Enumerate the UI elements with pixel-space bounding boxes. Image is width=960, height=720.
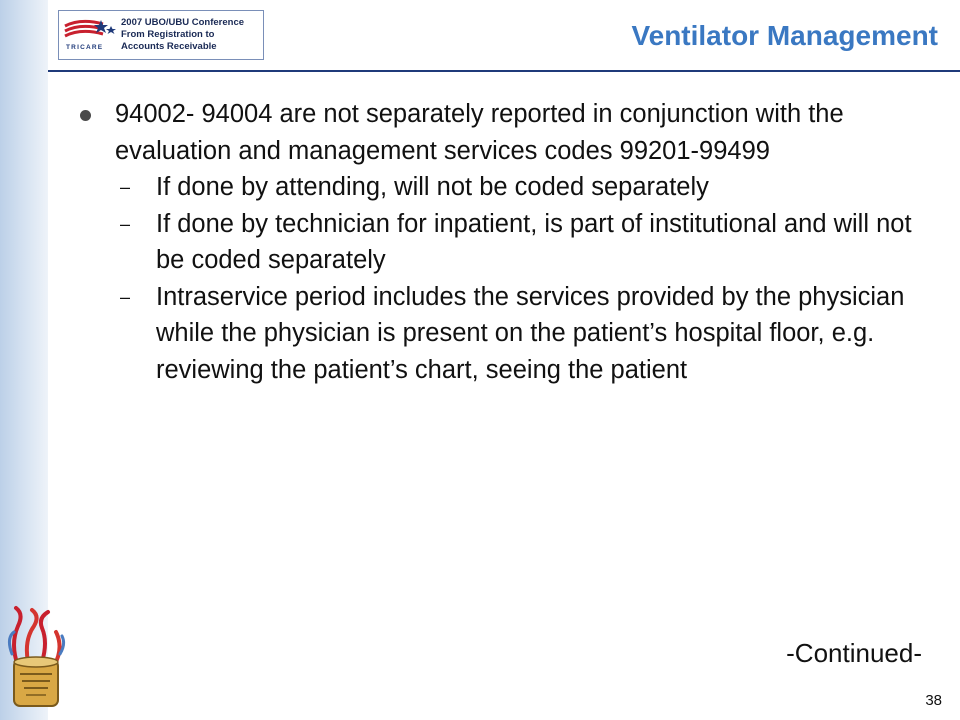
conference-title xyxy=(121,17,244,53)
sub-bullet-text: If done by attending, will not be coded separately xyxy=(156,173,709,201)
slide-title: Ventilator Management xyxy=(631,20,938,51)
header-divider xyxy=(48,70,960,72)
conference-line: From Registration to xyxy=(121,29,215,40)
conference-banner xyxy=(58,10,264,60)
conference-line: Accounts Receivable xyxy=(121,41,217,52)
sub-bullet-item xyxy=(78,206,918,279)
sub-bullet-text: Intraservice period includes the services provided by the physician while the physician is present on the patient’s hospital floor, e.g. reviewing the patient’s chart, seeing the patient xyxy=(156,282,905,384)
sub-bullet-item xyxy=(78,169,918,206)
continued-label: -Continued- xyxy=(786,638,922,668)
dash-icon: – xyxy=(120,213,131,234)
tricare-logo-text: TRICARE xyxy=(66,44,104,51)
dash-icon: – xyxy=(120,177,131,197)
whole-can-of-worms-icon xyxy=(4,604,68,714)
page-number: 38 xyxy=(925,692,942,709)
main-bullet-text: 94002- 94004 are not separately reported in conjunction with the evaluation and management services codes 99201-99499 xyxy=(115,100,844,165)
dash-icon: – xyxy=(120,286,131,307)
bullet-dot-icon xyxy=(80,110,91,121)
sub-bullet-text: If done by technician for inpatient, is part of institutional and will not be coded separately xyxy=(156,209,912,274)
sub-bullet-list xyxy=(78,169,918,388)
main-bullet xyxy=(78,96,918,169)
slide-content xyxy=(78,96,918,388)
sub-bullet-item xyxy=(78,279,918,389)
conference-line: 2007 UBO/UBU Conference xyxy=(121,17,245,28)
tricare-logo-icon xyxy=(63,16,119,54)
